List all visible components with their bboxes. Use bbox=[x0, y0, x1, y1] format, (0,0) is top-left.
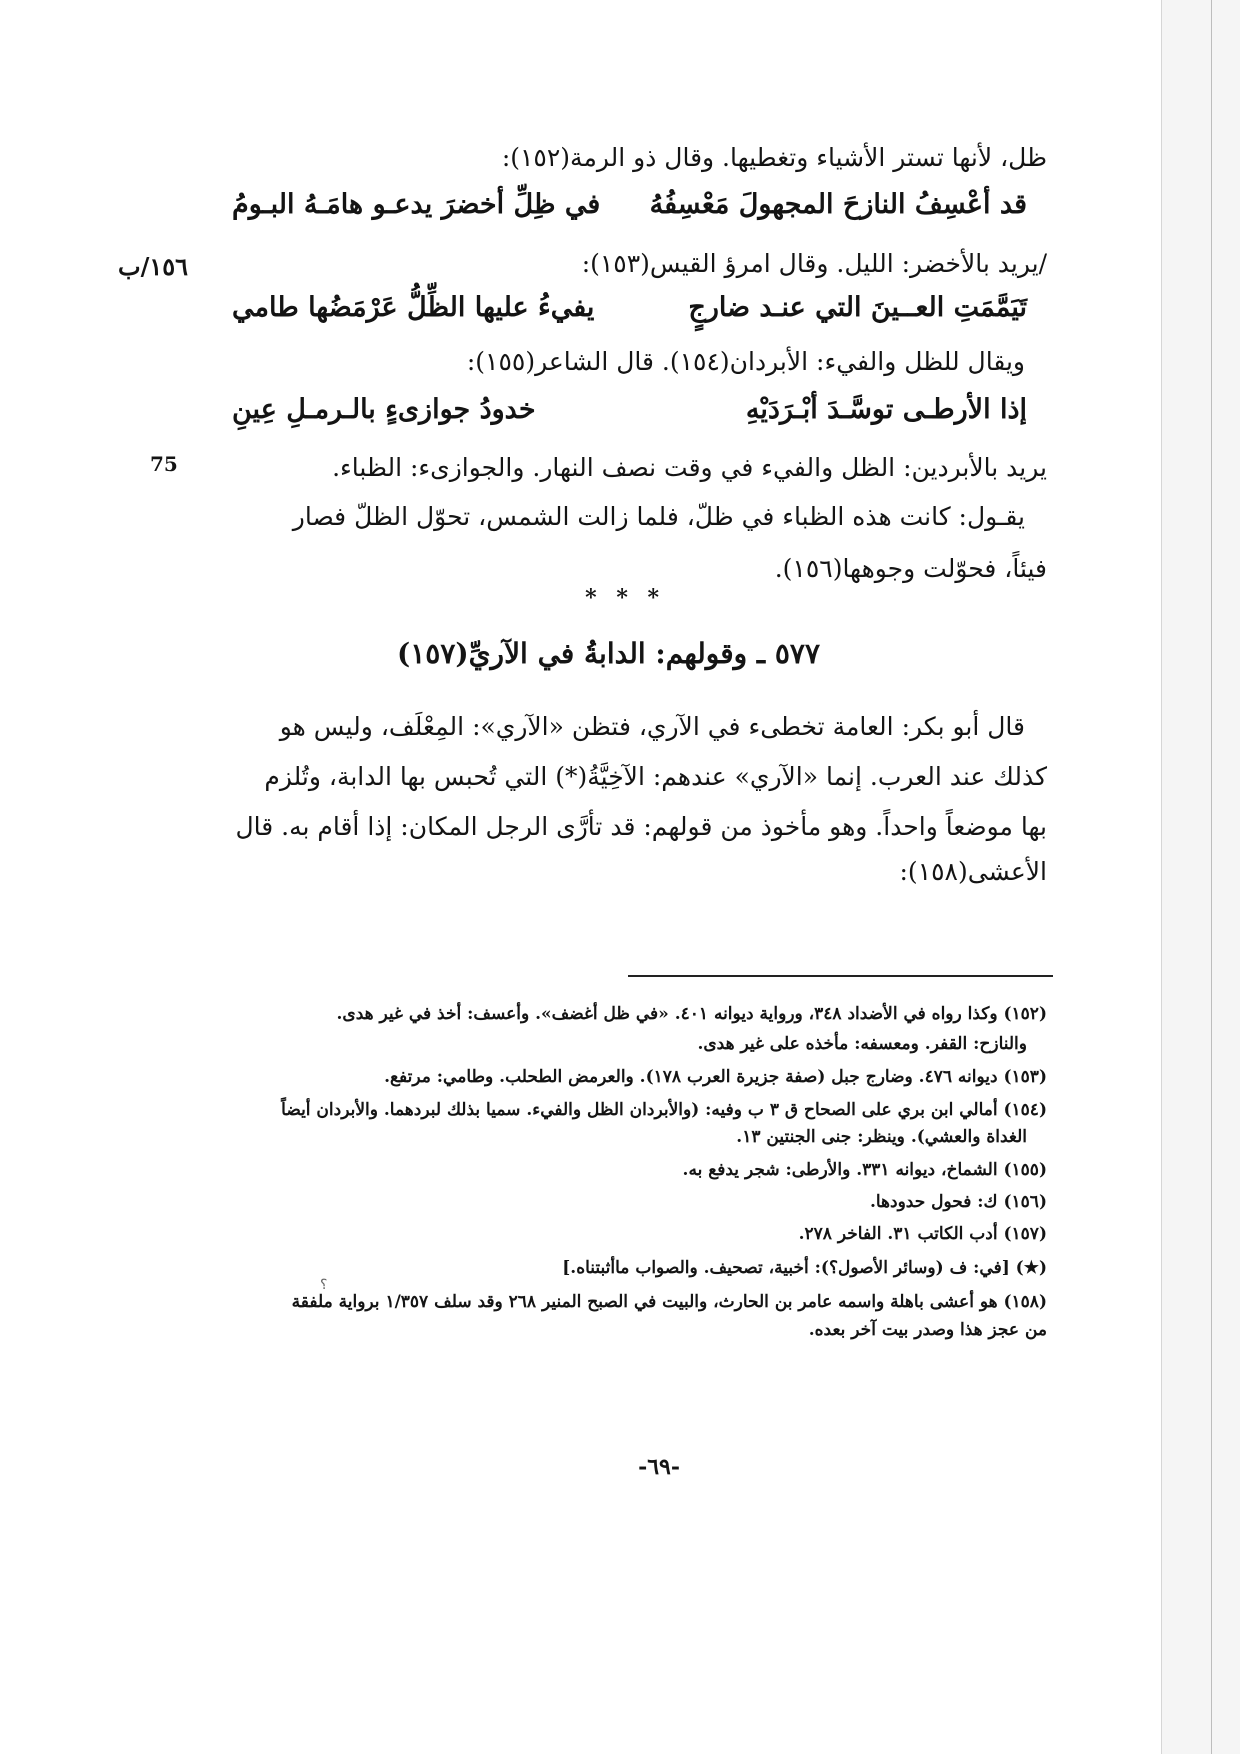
text-line: /يريد بالأخضر: الليل. وقال امرؤ القيس(١٥٣): bbox=[581, 249, 1047, 278]
verse-left-hemistich: خدودُ جوازىءٍ بالـرمـلِ عِينِ bbox=[232, 394, 536, 425]
footnote-line: (١٥٥) الشماخ، ديوانه ٣٣١. والأرطى: شجر يدفع به. bbox=[682, 1160, 1047, 1180]
text-line: ظل، لأنها تستر الأشياء وتغطيها. وقال ذو الرمة(١٥٢): bbox=[501, 143, 1047, 172]
section-heading: ٥٧٧ ـ وقولهم: الدابةُ في الآريِّ(١٥٧) bbox=[397, 637, 820, 670]
verse bbox=[232, 390, 1047, 430]
footnote-line: (١٥٦) ك: فحول حدودها. bbox=[869, 1192, 1047, 1212]
verse-right-hemistich: إذا الأرطـى توسَّـدَ أبْـرَدَيْهِ bbox=[745, 394, 1027, 425]
verse-right-hemistich: قد أعْسِفُ النازحَ المجهولَ مَعْسِفُهُ bbox=[649, 189, 1027, 220]
scan-edge bbox=[1161, 0, 1240, 1754]
page-number: -٦٩- bbox=[638, 1454, 680, 1480]
scan-line bbox=[1211, 0, 1212, 1754]
verse-right-hemistich: تَيَمَّمَتِ العــينَ التي عنـد ضارجٍ bbox=[688, 292, 1027, 323]
footnote-line: (١٥٧) أدب الكاتب ٣١. الفاخر ٢٧٨. bbox=[798, 1224, 1047, 1244]
margin-folio: ١٥٦/ب bbox=[118, 252, 189, 281]
paragraph-line: الأعشى(١٥٨): bbox=[899, 857, 1047, 886]
stray-mark: ؟ bbox=[320, 1277, 328, 1293]
footnote-line: الغداة والعشي). وينظر: جنى الجنتين ١٣. bbox=[736, 1127, 1027, 1147]
paragraph-line: قال أبو بكر: العامة تخطىء في الآري، فتظن «الآري»: المِعْلَف، وليس هو bbox=[279, 712, 1025, 741]
paragraph-line: كذلك عند العرب. إنما «الآري» عندهم: الآخِيَّةُ(*) التي تُحبس بها الدابة، وتُلزم bbox=[264, 762, 1047, 791]
margin-page-marker: 75 bbox=[150, 452, 178, 476]
footnote-line: (١٥٨) هو أعشى باهلة واسمه عامر بن الحارث، والبيت في الصبح المنير ٢٦٨ وقد سلف ١/٣٥٧ برواية ملفقة bbox=[291, 1292, 1047, 1312]
footnote-rule bbox=[628, 975, 1053, 977]
footnote-line: من عجز هذا وصدر بيت آخر بعده. bbox=[808, 1320, 1047, 1340]
main-text bbox=[232, 0, 1047, 940]
footnote-line: والنازح: القفر. ومعسفه: مأخذه على غير هدى. bbox=[697, 1034, 1027, 1054]
verse-left-hemistich: يفيءُ عليها الظِّلُّ عَرْمَضُها طامي bbox=[232, 292, 595, 323]
text-line: ويقال للظل والفيء: الأبردان(١٥٤). قال الشاعر(١٥٥): bbox=[466, 347, 1025, 376]
verse bbox=[232, 288, 1047, 328]
paragraph-line: بها موضعاً واحداً. وهو مأخوذ من قولهم: قد تأرَّى الرجل المكان: إذا أقام به. قال bbox=[235, 812, 1047, 841]
section-separator: * * * bbox=[585, 585, 665, 611]
footnote-line: (١٥٤) أمالي ابن بري على الصحاح ق ٣ ب وفيه: (والأبردان الظل والفيء. سميا بذلك لبردهما. والأبردان أيضاً bbox=[281, 1100, 1047, 1120]
text-line: يقـول: كانت هذه الظباء في ظلّ، فلما زالت الشمس، تحوّل الظلّ فصار bbox=[292, 502, 1025, 531]
text-line: يريد بالأبردين: الظل والفيء في وقت نصف النهار. والجوازىء: الظباء. bbox=[332, 453, 1047, 482]
verse bbox=[232, 185, 1047, 225]
text-line: فيئاً، فحوّلت وجوهها(١٥٦). bbox=[774, 554, 1047, 583]
footnote-line: (١٥٣) ديوانه ٤٧٦. وضارج جبل (صفة جزيرة العرب ١٧٨). والعرمض الطحلب. وطامي: مرتفع. bbox=[384, 1067, 1047, 1087]
footnote-line: (١٥٢) وكذا رواه في الأضداد ٣٤٨، ورواية ديوانه ٤٠١. «في ظل أغضف». وأعسف: أخذ في غير هدى. bbox=[336, 1004, 1047, 1024]
footnote-line: (★) [في: ف (وسائر الأصول؟): أخبية، تصحيف. والصواب ماأثبتناه.] bbox=[562, 1258, 1047, 1278]
verse-left-hemistich: في ظِلِّ أخضرَ يدعـو هامَـهُ البـومُ bbox=[232, 189, 601, 220]
